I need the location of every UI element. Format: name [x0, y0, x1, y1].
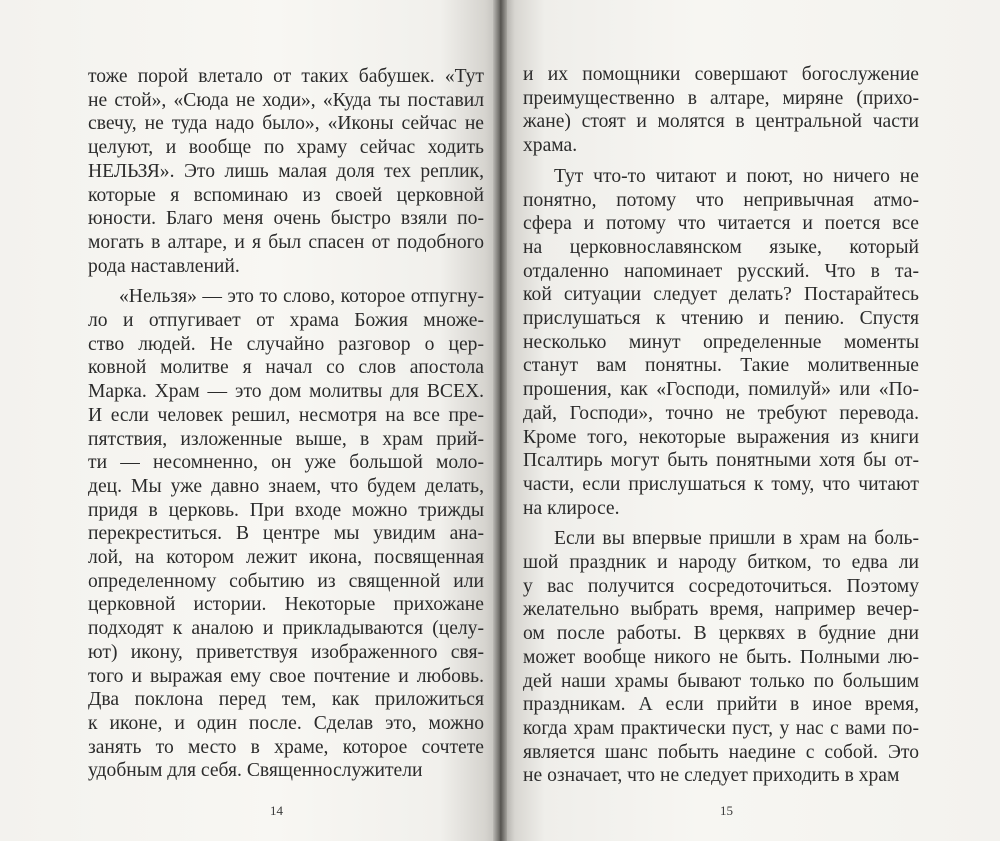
left-page-number: 14	[270, 803, 283, 818]
text-line: ти — несомненно, он уже большой моло-	[88, 452, 484, 474]
text-line: жане) стоят и молятся в центральной части	[523, 111, 919, 133]
text-line: Тут что-то читают и поют, но ничего не	[554, 165, 919, 187]
text-line: Если вы впервые пришли в храм на боль-	[554, 528, 919, 550]
text-line: придя в церковь. При входе можно трижды	[88, 499, 484, 521]
book-gutter	[493, 0, 507, 841]
text-line: дец. Мы уже давно знаем, что будем делать,	[88, 475, 484, 497]
text-line: шой праздник и народу битком, то едва ли	[523, 552, 919, 574]
text-line: того и выражая ему свое почтение и любовь.	[88, 665, 484, 687]
text-line: является шанс побыть наедине с собой. Это	[523, 741, 919, 763]
text-line: юности. Благо меня очень быстро взяли по-	[88, 208, 484, 230]
text-line: понятно, потому что непривычная атмо-	[523, 189, 919, 211]
text-line: праздникам. А если прийти в иное время,	[523, 694, 919, 716]
text-line: к иконе, и один после. Сделав это, можно	[88, 712, 484, 734]
paragraph	[523, 527, 919, 788]
text-line: ло и отпугивает от храма Божия множе-	[88, 310, 484, 332]
text-line: не стой», «Сюда не ходи», «Куда ты поставил	[88, 89, 484, 111]
text-line: удобным для себя. Священнослужители	[88, 760, 423, 782]
right-page-number: 15	[720, 803, 733, 818]
text-line: подходят к аналою и прикладываются (целу-	[88, 618, 484, 640]
text-line: ковной молитве я начал со слов апостола	[88, 357, 484, 379]
text-line: отдаленно напоминает русский. Что в та-	[523, 260, 919, 282]
text-line: кой ситуации следует делать? Постарайтесь	[523, 284, 919, 306]
paragraph	[88, 65, 484, 278]
text-line: на церковнославянском языке, который	[523, 236, 919, 258]
text-line: прислушаться к чтению и пению. Спустя	[523, 308, 919, 330]
paragraph	[523, 165, 919, 521]
right-page	[500, 0, 1000, 841]
paragraph	[523, 63, 919, 158]
text-line: перекреститься. В центре мы увидим ана-	[88, 523, 484, 545]
text-line: Псалтирь могут быть понятными хотя бы от-	[523, 450, 919, 472]
text-line: занять то место в храме, которое сочтете	[88, 736, 484, 758]
left-page-text	[88, 65, 484, 790]
text-line: пятствия, изложенные выше, в храм прий-	[88, 428, 484, 450]
text-line: ом после работы. В церквях в будние дни	[523, 623, 919, 645]
text-line: НЕЛЬЗЯ». Это лишь малая доля тех реплик,	[88, 160, 484, 182]
text-line: дей наши храмы бывают только по большим	[523, 670, 919, 692]
text-line: у вас получится сосредоточиться. Поэтому	[523, 575, 919, 597]
paragraph	[88, 285, 484, 783]
text-line: И если человек решил, несмотря на все пре-	[88, 404, 484, 426]
text-line: несколько минут определенные моменты	[523, 331, 919, 353]
text-line: которые я вспоминаю из своей церковной	[88, 184, 484, 206]
text-line: Два поклона перед тем, как приложиться	[88, 689, 484, 711]
text-line: когда храм практически пуст, у нас с вами по-	[523, 717, 919, 739]
text-line: рода наставлений.	[88, 255, 240, 277]
text-line: Марка. Храм — это дом молитвы для ВСЕХ.	[88, 381, 484, 403]
text-line: сфера и потому что читается и поется все	[523, 213, 919, 235]
text-line: Кроме того, некоторые выражения из книги	[523, 426, 919, 448]
text-line: тоже порой влетало от таких бабушек. «Тут	[88, 66, 484, 87]
text-line: определенному событию из священной или	[88, 570, 484, 592]
text-line: прошения, как «Господи, помилуй» или «По-	[523, 379, 919, 401]
text-line: «Нельзя» — это то слово, которое отпугну-	[119, 286, 484, 308]
text-line: не означает, что не следует приходить в храм	[523, 765, 900, 787]
text-line: может вообще никого не быть. Полными лю-	[523, 646, 919, 668]
text-line: ют) икону, приветствуя изображенного свя-	[88, 641, 484, 663]
text-line: могать в алтаре, и я был спасен от подобного	[88, 231, 484, 253]
text-line: станут вам понятны. Такие молитвенные	[523, 355, 919, 377]
text-line: свечу, не туда надо было», «Иконы сейчас не	[88, 113, 484, 135]
text-line: целуют, и вообще по храму сейчас ходить	[88, 137, 484, 159]
text-line: лой, на котором лежит икона, посвященная	[88, 547, 484, 569]
text-line: ство людей. Не случайно разговор о цер-	[88, 333, 484, 355]
text-line: части, если прислушаться к тому, что читают	[523, 473, 919, 495]
text-line: храма.	[523, 135, 578, 157]
text-line: на клиросе.	[523, 497, 620, 519]
right-page-text	[523, 63, 919, 795]
text-line: дай, Господи», точно не требуют перевода.	[523, 402, 919, 424]
text-line: церковной истории. Некоторые прихожане	[88, 594, 484, 616]
text-line: преимущественно в алтаре, миряне (прихо-	[523, 87, 919, 109]
text-line: и их помощники совершают богослужение	[523, 64, 919, 85]
text-line: желательно выбрать время, например вечер-	[523, 599, 919, 621]
